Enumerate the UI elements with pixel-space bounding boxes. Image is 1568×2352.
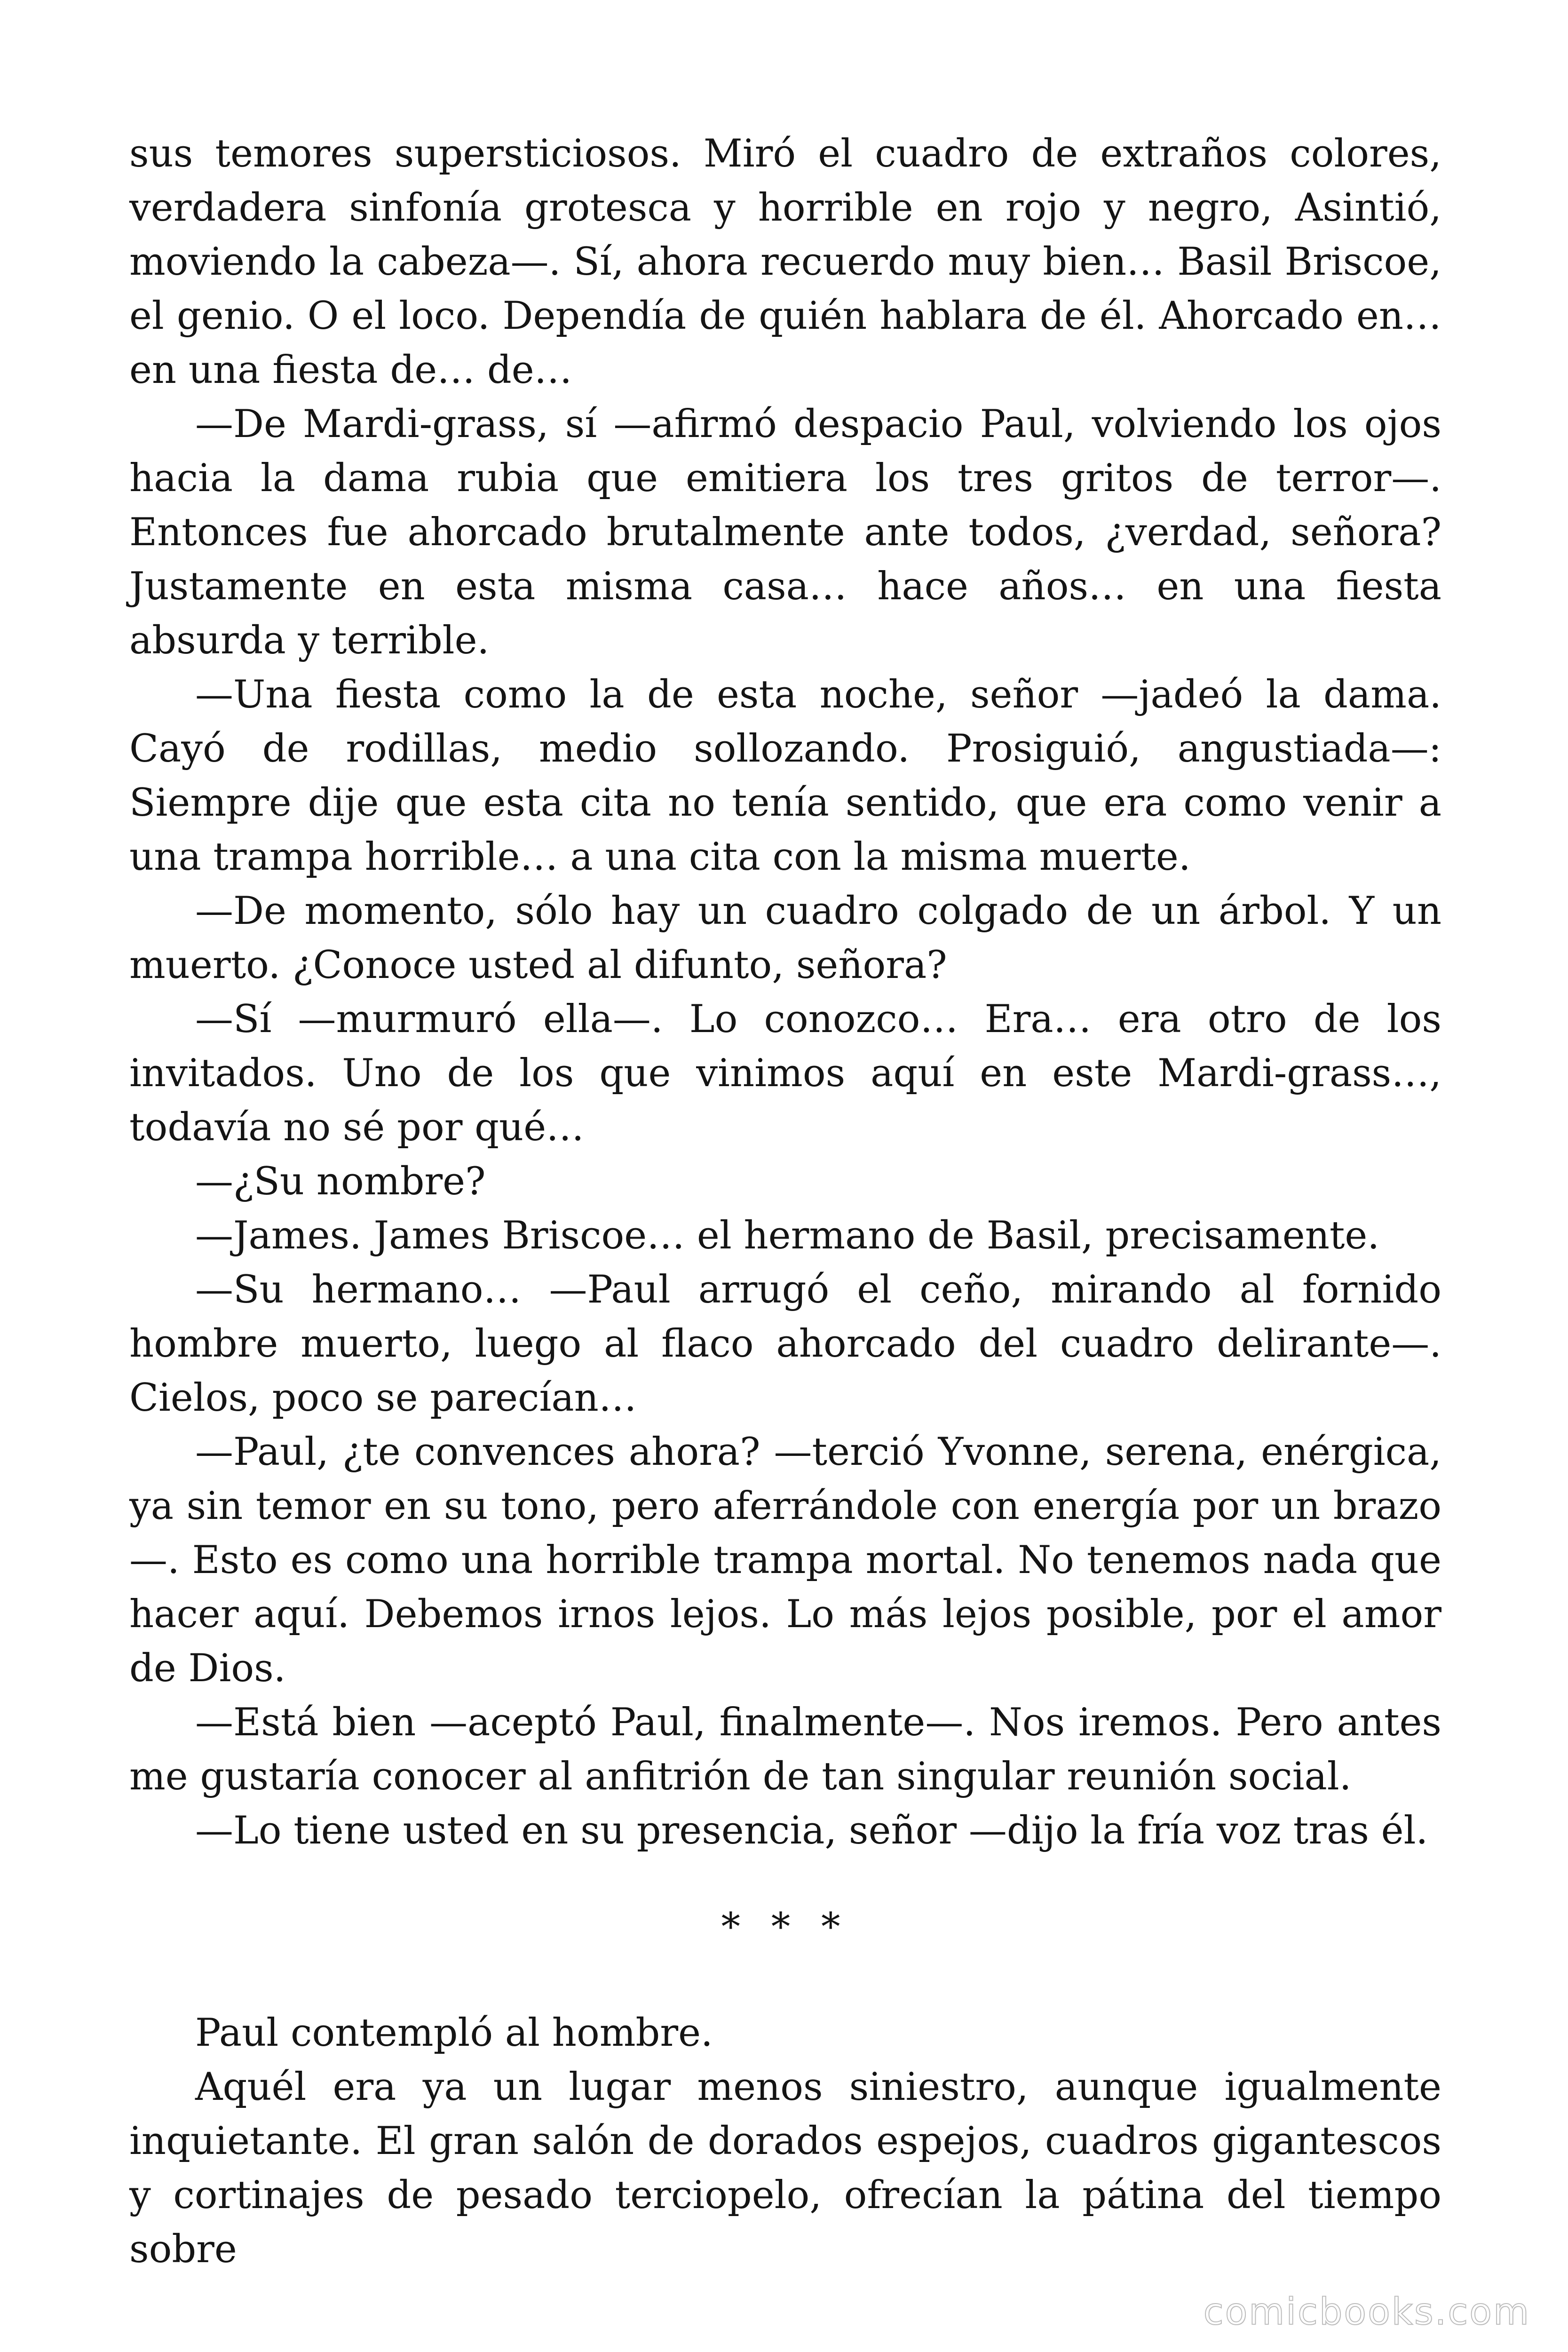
paragraph: —¿Su nombre?: [195, 1160, 486, 1204]
paragraph: Paul contempló al hombre.: [195, 2011, 713, 2055]
paragraph: —Sí —murmuró ella—. Lo conozco… Era… era otro de los invitados. Uno de los que vinimos aquí en este Mardi-grass…, todavía no sé por qué…: [129, 997, 1441, 1150]
watermark: comicbooks.com: [1203, 2291, 1530, 2333]
paragraph: —Está bien —aceptó Paul, finalmente—. Nos iremos. Pero antes me gustaría conocer al anfitrión de tan singular reunión social.: [129, 1700, 1441, 1799]
paragraph: —Su hermano… —Paul arrugó el ceño, mirando al fornido hombre muerto, luego al flaco ahorcado del cuadro delirante—. Cielos, poco se parecían…: [129, 1268, 1441, 1420]
paragraph: Aquél era ya un lugar menos siniestro, aunque igualmente inquietante. El gran salón de dorados espejos, cuadros gigantescos y cortinajes de pesado terciopelo, ofrecían la pátina del tiempo sobre: [129, 2065, 1441, 2272]
paragraph: —De Mardi-grass, sí —afirmó despacio Paul, volviendo los ojos hacia la dama rubia que emitiera los tres gritos de terror—. Entonces fue ahorcado brutalmente ante todos, ¿verdad, señora? Justamente en esta misma casa… hace años… en una fiesta absurda y terrible.: [129, 402, 1441, 663]
paragraph: —Paul, ¿te convences ahora? —terció Yvonne, serena, enérgica, ya sin temor en su tono, pero aferrándole con energía por un brazo —. Esto es como una horrible trampa mortal. No tenemos nada que hacer aquí. Debemos irnos lejos. Lo más lejos posible, por el amor de Dios.: [129, 1430, 1441, 1691]
paragraph: —Lo tiene usted en su presencia, señor —dijo la fría voz tras él.: [195, 1809, 1428, 1853]
section-break: * * *: [721, 1905, 850, 1949]
paragraph: —De momento, sólo hay un cuadro colgado de un árbol. Y un muerto. ¿Conoce usted al difunto, señora?: [129, 889, 1441, 987]
paragraph: —Una fiesta como la de esta noche, señor —jadeó la dama. Cayó de rodillas, medio sollozando. Prosiguió, angustiada—: Siempre dije que esta cita no tenía sentido, que era como venir a una trampa horrible… a una cita con la misma muerte.: [129, 673, 1441, 879]
paragraph: sus temores supersticiosos. Miró el cuadro de extraños colores, verdadera sinfonía grotesca y horrible en rojo y negro, Asintió, moviendo la cabeza—. Sí, ahora recuerdo muy bien… Basil Briscoe, el genio. O el loco. Dependía de quién hablara de él. Ahorcado en… en una fiesta de… de…: [129, 132, 1441, 392]
book-page: [129, 127, 1441, 2277]
paragraph: —James. James Briscoe… el hermano de Basil, precisamente.: [195, 1214, 1380, 1258]
